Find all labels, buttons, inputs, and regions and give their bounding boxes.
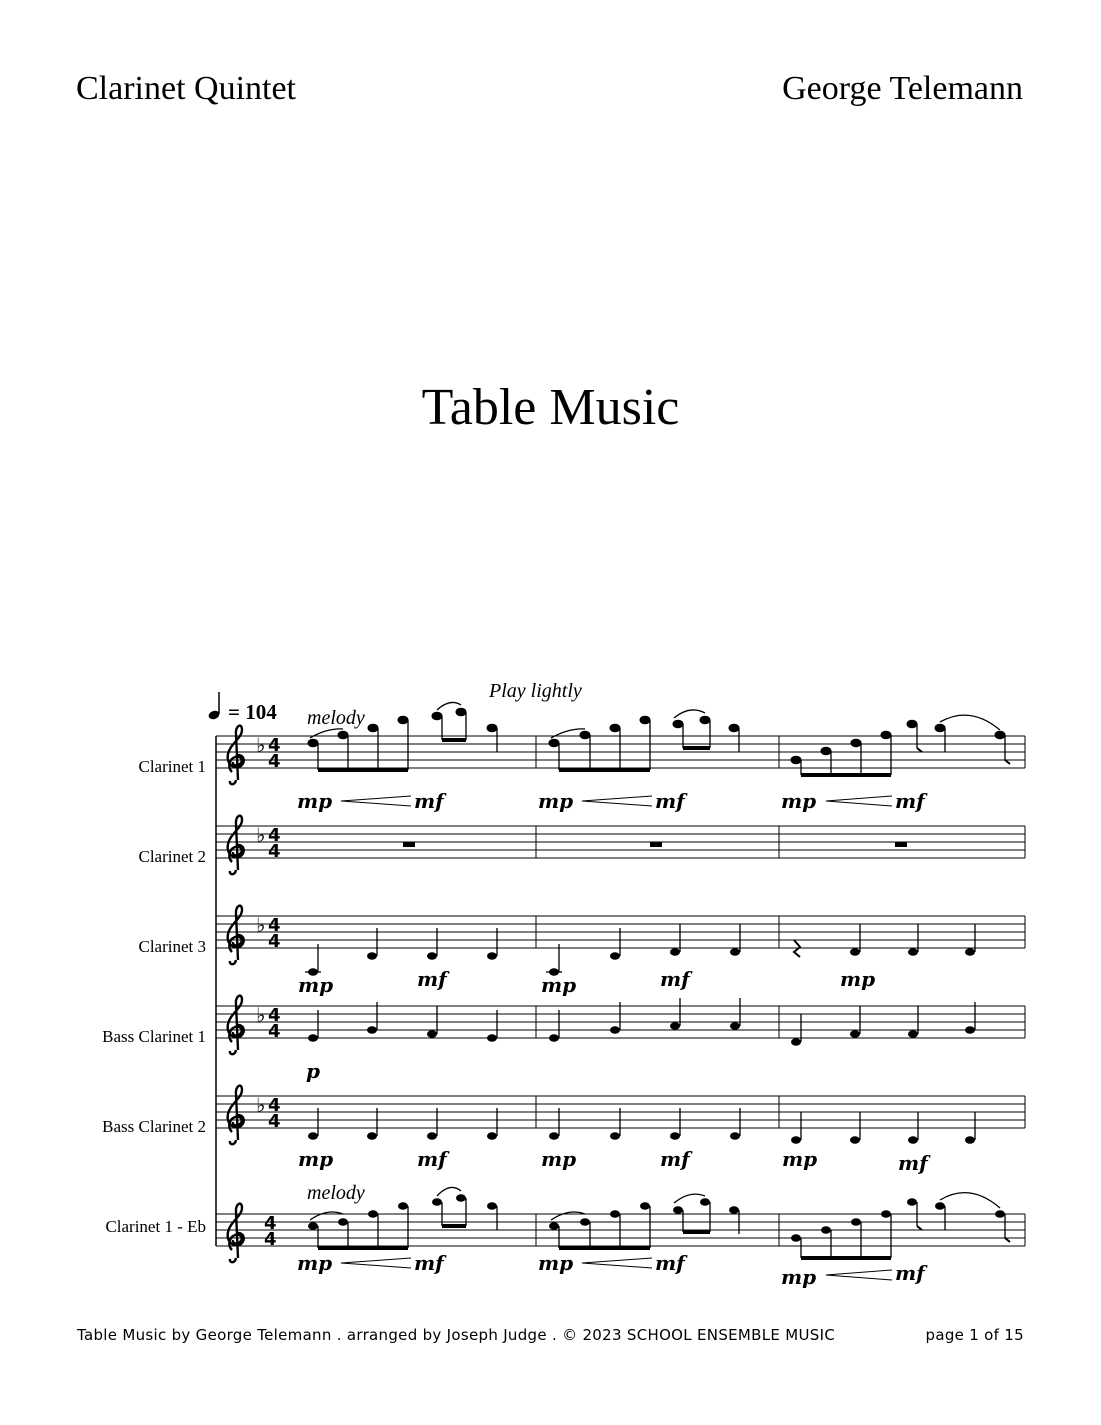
- treble-clef-icon: [228, 1204, 244, 1263]
- staff-clarinet-3: [138, 906, 1025, 997]
- svg-text:mf: mf: [898, 1151, 928, 1175]
- time-signature-bottom: 4: [268, 751, 281, 772]
- flat-icon: ♭: [256, 913, 266, 937]
- svg-text:mp: mp: [297, 789, 333, 813]
- staff-name: Clarinet 2: [138, 847, 206, 866]
- staff-name: Clarinet 3: [138, 937, 206, 956]
- svg-text:mp: mp: [538, 1251, 574, 1275]
- time-signature-top: 4: [264, 1213, 277, 1234]
- time-signature-top: 4: [268, 915, 281, 936]
- tempo-marking: [207, 692, 277, 724]
- svg-text:mf: mf: [417, 967, 447, 991]
- svg-text:mf: mf: [414, 789, 444, 813]
- svg-text:mp: mp: [298, 973, 334, 997]
- staff-name: Bass Clarinet 2: [102, 1117, 206, 1136]
- notes: [308, 1022, 975, 1046]
- svg-text:mp: mp: [781, 789, 817, 813]
- notes: [308, 1132, 975, 1144]
- staff-clarinet-1-eb: [105, 1182, 1025, 1289]
- tempo-text: = 104: [228, 700, 277, 724]
- expression-text: Play lightly: [489, 680, 582, 702]
- time-signature-bottom: 4: [268, 1111, 281, 1132]
- treble-clef-icon: [228, 906, 244, 965]
- svg-text:mf: mf: [655, 789, 685, 813]
- time-signature-bottom: 4: [264, 1229, 277, 1250]
- staff-clarinet-2: [138, 816, 1025, 875]
- treble-clef-icon: [228, 1086, 244, 1145]
- dynamics: [298, 967, 875, 997]
- svg-text:mf: mf: [660, 967, 690, 991]
- svg-text:mf: mf: [660, 1147, 690, 1171]
- staff-name: Clarinet 1 - Eb: [105, 1217, 206, 1236]
- svg-text:mp: mp: [298, 1147, 334, 1171]
- time-signature-top: 4: [268, 1095, 281, 1116]
- staff-bass-clarinet-1: [102, 996, 1025, 1083]
- flat-icon: ♭: [256, 1003, 266, 1027]
- svg-text:mp: mp: [541, 973, 577, 997]
- treble-clef-icon: [228, 996, 244, 1055]
- svg-text:mp: mp: [840, 967, 876, 991]
- whole-rests: [403, 842, 907, 847]
- svg-text:mp: mp: [538, 789, 574, 813]
- svg-text:mp: mp: [781, 1265, 817, 1289]
- flat-icon: ♭: [256, 1093, 266, 1117]
- svg-text:mp: mp: [297, 1251, 333, 1275]
- dynamics: [297, 789, 928, 813]
- svg-text:mf: mf: [895, 789, 925, 813]
- svg-text:mf: mf: [655, 1251, 685, 1275]
- treble-clef-icon: [228, 726, 244, 785]
- staff-name: Clarinet 1: [138, 757, 206, 776]
- time-signature-bottom: 4: [268, 841, 281, 862]
- flat-icon: ♭: [256, 733, 266, 757]
- svg-text:mf: mf: [414, 1251, 444, 1275]
- page-number: page 1 of 15: [925, 1326, 1024, 1344]
- svg-text:mf: mf: [895, 1261, 925, 1285]
- notes: [308, 1194, 1005, 1242]
- svg-text:mp: mp: [782, 1147, 818, 1171]
- staff-name: Bass Clarinet 1: [102, 1027, 206, 1046]
- time-signature-bottom: 4: [268, 931, 281, 952]
- part-label: melody: [307, 1182, 365, 1204]
- footer-credit: Table Music by George Telemann . arranged by Joseph Judge . © 2023 SCHOOL ENSEMBLE MUSIC: [77, 1326, 836, 1344]
- composer-name: George Telemann: [782, 70, 1023, 107]
- flat-icon: ♭: [256, 823, 266, 847]
- ensemble-title: Clarinet Quintet: [76, 70, 297, 107]
- svg-text:mp: mp: [541, 1147, 577, 1171]
- staff-bass-clarinet-2: [102, 1086, 1025, 1175]
- dynamics: [298, 1147, 931, 1175]
- dynamic-p: p: [306, 1059, 320, 1083]
- time-signature-top: 4: [268, 1005, 281, 1026]
- piece-title: Table Music: [421, 379, 680, 436]
- time-signature-top: 4: [268, 735, 281, 756]
- time-signature-bottom: 4: [268, 1021, 281, 1042]
- svg-text:mf: mf: [417, 1147, 447, 1171]
- time-signature-top: 4: [268, 825, 281, 846]
- part-label: melody: [307, 707, 365, 729]
- treble-clef-icon: [228, 816, 244, 875]
